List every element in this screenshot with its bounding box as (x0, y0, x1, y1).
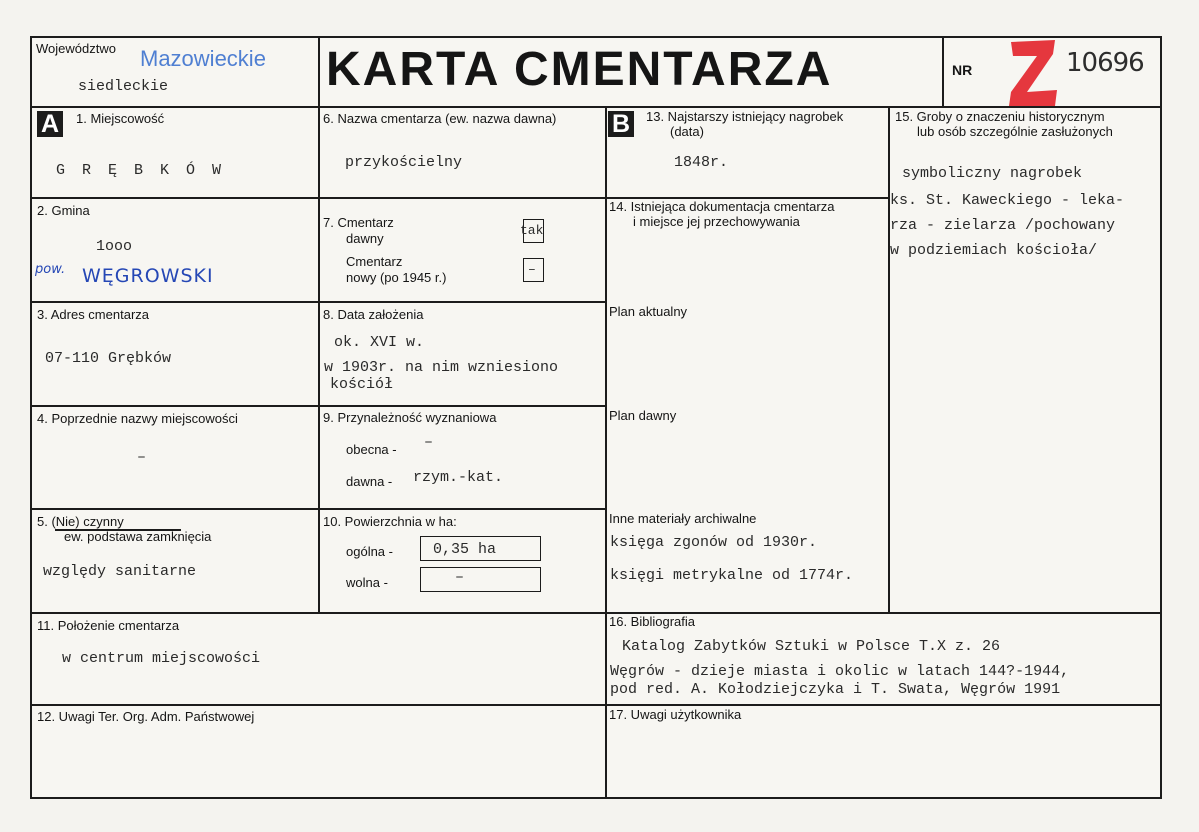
field-14-label-1: 14. Istniejąca dokumentacja cmentarza (609, 199, 835, 214)
field-17-label: 17. Uwagi użytkownika (609, 707, 742, 722)
inne-materialy-value-1: księga zgonów od 1930r. (610, 534, 818, 551)
field-15-value-4: w podziemiach kościoła/ (890, 242, 1098, 259)
field-9-obecna: obecna - (346, 442, 397, 457)
field-5-label: 5. (Nie) czynny (37, 514, 124, 529)
row-divider (32, 106, 1162, 108)
field-15-value-3: rza - zielarza /pochowany (890, 217, 1116, 234)
field-16-label: 16. Bibliografia (609, 614, 695, 629)
field-8-value-2: w 1903r. na nim wzniesiono (324, 359, 559, 376)
field-4-value: – (137, 449, 147, 466)
column-divider (318, 38, 320, 612)
field-7-nowy: nowy (po 1945 r.) (346, 270, 447, 285)
field-14-label-2: i miejsce jej przechowywania (633, 214, 800, 229)
field-7-dawny-value: tak (520, 223, 544, 238)
field-7-cmentarz2: Cmentarz (346, 254, 403, 269)
column-divider (605, 106, 607, 799)
field-8-value-3: kościół (330, 376, 394, 393)
field-15-value-2: ks. St. Kaweckiego - leka- (890, 192, 1125, 209)
plan-dawny-label: Plan dawny (609, 408, 677, 423)
nr-number: 10696 (1066, 48, 1144, 78)
wojewodztwo-value: siedleckie (78, 78, 169, 95)
field-9-dawna: dawna - (346, 474, 393, 489)
field-12-label: 12. Uwagi Ter. Org. Adm. Państwowej (37, 709, 255, 724)
field-2-value: 1ooo (96, 238, 133, 255)
field-5-sublabel: ew. podstawa zamknięcia (64, 529, 212, 544)
field-10-wolna: wolna - (346, 575, 388, 590)
inne-materialy-value-2: księgi metrykalne od 1774r. (610, 567, 854, 584)
wojewodztwo-stamp: Mazowieckie (140, 46, 266, 71)
section-b-letter: B (608, 111, 634, 137)
field-1-value: G R Ę B K Ó W (56, 162, 226, 179)
field-10-ogolna: ogólna - (346, 544, 393, 559)
field-7-label: 7. Cmentarz (323, 215, 394, 230)
field-15-label-1: 15. Groby o znaczeniu historycznym (895, 109, 1105, 124)
wojewodztwo-label: Województwo (36, 41, 116, 56)
row-divider (32, 704, 1162, 706)
field-9-obecna-value: – (424, 434, 434, 451)
plan-aktualny-label: Plan aktualny (609, 304, 688, 319)
field-10-wolna-box (420, 567, 541, 592)
field-8-label: 8. Data założenia (323, 307, 424, 322)
field-11-label: 11. Położenie cmentarza (37, 618, 180, 633)
field-16-value-3: pod red. A. Kołodziejczyka i T. Swata, Węgrów 1991 (610, 681, 1061, 698)
red-z-mark (1005, 34, 1063, 110)
field-10-label: 10. Powierzchnia w ha: (323, 514, 457, 529)
column-divider (942, 38, 944, 106)
field-2-pow: pow. (35, 262, 66, 277)
field-10-ogolna-value: 0,35 ha (433, 541, 497, 558)
field-7-dawny: dawny (346, 231, 384, 246)
field-13-label-2: (data) (670, 124, 704, 139)
field-2-label: 2. Gmina (37, 203, 90, 218)
field-2-powiat: WĘGROWSKI (82, 265, 214, 287)
field-8-value-1: ok. XVI w. (334, 334, 425, 351)
field-15-value-1: symboliczny nagrobek (902, 165, 1083, 182)
field-11-value: w centrum miejscowości (62, 650, 261, 667)
nr-label: NR (952, 62, 973, 78)
field-1-label: 1. Miejscowość (76, 111, 165, 126)
column-divider (888, 106, 890, 612)
field-13-value: 1848r. (674, 154, 729, 171)
page-title: KARTA CMENTARZA (326, 43, 833, 96)
field-7-nowy-value: – (528, 262, 536, 277)
field-4-label: 4. Poprzednie nazwy miejscowości (37, 411, 238, 426)
field-3-value: 07-110 Grębków (45, 350, 172, 367)
field-13-label-1: 13. Najstarszy istniejący nagrobek (646, 109, 844, 124)
inne-materialy-label: Inne materiały archiwalne (609, 511, 757, 526)
field-6-value: przykościelny (345, 154, 463, 171)
field-9-label: 9. Przynależność wyznaniowa (323, 410, 497, 425)
row-divider (32, 612, 1162, 614)
field-9-dawna-value: rzym.-kat. (413, 469, 504, 486)
field-10-wolna-value: – (455, 569, 465, 586)
field-6-label: 6. Nazwa cmentarza (ew. nazwa dawna) (323, 111, 557, 126)
field-15-label-2: lub osób szczególnie zasłużonych (917, 124, 1113, 139)
field-3-label: 3. Adres cmentarza (37, 307, 149, 322)
section-a-letter: A (37, 111, 63, 137)
field-5-value: względy sanitarne (43, 563, 197, 580)
field-16-value-1: Katalog Zabytków Sztuki w Polsce T.X z. 26 (622, 638, 1001, 655)
field-16-value-2: Węgrów - dzieje miasta i okolic w latach 144?-1944, (610, 663, 1070, 680)
